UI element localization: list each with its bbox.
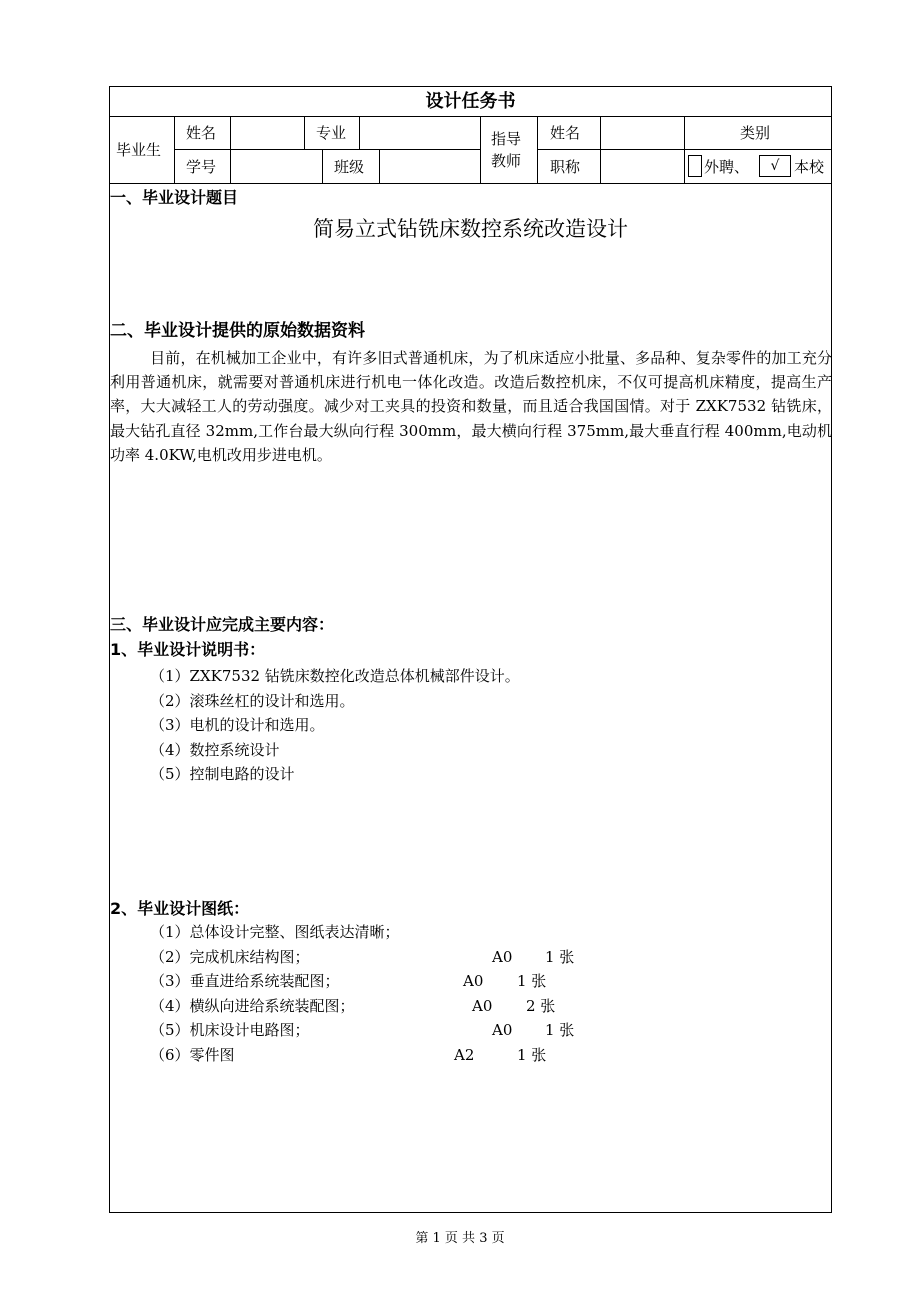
drawings-heading: 2、毕业设计图纸： (110, 899, 250, 918)
drawing-item-size: A0 (492, 948, 513, 966)
table-rule (109, 183, 832, 184)
drawing-item-qty: 2 张 (526, 997, 556, 1015)
class-label: 班级 (334, 158, 365, 176)
drawing-item-label: （5）机床设计电路图； (150, 1021, 310, 1039)
drawing-item-label: （2）完成机床结构图； (150, 948, 310, 966)
table-rule (537, 116, 538, 183)
drawing-item-qty: 1 张 (545, 1021, 575, 1039)
table-rule (304, 116, 305, 149)
table-rule (230, 116, 231, 183)
list-item: （5）控制电路的设计 (150, 765, 295, 783)
drawing-item-label: （6）零件图 (150, 1046, 235, 1064)
graduate-label: 毕业生 (116, 141, 162, 159)
list-item: （3）电机的设计和选用。 (150, 716, 325, 734)
table-rule (174, 116, 175, 183)
external-label: 外聘、 (704, 158, 750, 176)
list-item: （2）滚珠丝杠的设计和选用。 (150, 691, 355, 710)
table-rule (684, 116, 685, 183)
external-checkbox[interactable] (688, 155, 702, 177)
major-label: 专业 (316, 124, 347, 142)
student-id-label: 学号 (186, 158, 217, 176)
list-item: （1）ZXK7532 钻铣床数控化改造总体机械部件设计。 (150, 667, 520, 685)
list-item: （4）数控系统设计 (150, 740, 280, 759)
internal-checkbox[interactable]: √ (759, 155, 791, 177)
table-rule (109, 116, 832, 117)
drawing-item-size: A2 (454, 1046, 475, 1064)
manual-heading: 1、毕业设计说明书： (110, 640, 266, 659)
drawing-item-size: A0 (492, 1021, 513, 1039)
manual-list (150, 664, 520, 787)
drawing-item-qty: 1 张 (545, 948, 575, 966)
section2-heading: 二、毕业设计提供的原始数据资料 (110, 321, 365, 341)
internal-label: 本校 (794, 158, 825, 176)
drawing-item-qty: 1 张 (517, 1046, 547, 1064)
drawing-item-label: （3）垂直进给系统装配图； (150, 972, 340, 990)
name-label: 姓名 (186, 124, 217, 142)
form-title: 设计任务书 (425, 91, 516, 112)
table-rule (600, 116, 601, 183)
table-rule (174, 149, 480, 150)
section1-heading: 一、毕业设计题目 (110, 188, 239, 207)
drawing-item-label: （4）横纵向进给系统装配图； (150, 997, 355, 1015)
drawing-item-size: A0 (472, 997, 493, 1015)
source-data-paragraph (110, 346, 832, 467)
design-topic: 简易立式钻铣床数控系统改造设计 (313, 217, 628, 241)
section3-heading: 三、毕业设计应完成主要内容： (110, 615, 335, 634)
drawing-item-label: （1）总体设计完整、图纸表达清晰； (150, 923, 400, 941)
table-rule (379, 149, 380, 183)
drawing-item-qty: 1 张 (517, 972, 547, 990)
advisor-name-label: 姓名 (550, 124, 581, 142)
table-rule (480, 116, 481, 183)
advisor-label: 指导 教师 (491, 130, 522, 170)
source-data-text: 目前，在机械加工企业中，有许多旧式普通机床，为了机床适应小批量、多品种、复杂零件的加工充分利用普通机床，就需要对普通机床进行机电一体化改造。改造后数控机床，不仅可提高机床精度，提高生产率，大大减轻工人的劳动强度。减少对工夹具的投资和数量，而且适合我国国情。对于 ZXK7532 钻铣床，最大钻孔直径 32mm,工作台最大纵向行程 300mm，最大横向行程 375mm,最大垂直行程 400mm,电动机功率 4.0KW,电机改用步进电机。 (110, 349, 832, 464)
table-rule (322, 149, 323, 183)
advisor-title-label: 职称 (550, 158, 581, 176)
table-rule (359, 116, 360, 149)
page-indicator: 第 1 页 共 3 页 (415, 1231, 505, 1246)
drawing-item-size: A0 (463, 972, 484, 990)
category-label: 类别 (740, 124, 771, 142)
